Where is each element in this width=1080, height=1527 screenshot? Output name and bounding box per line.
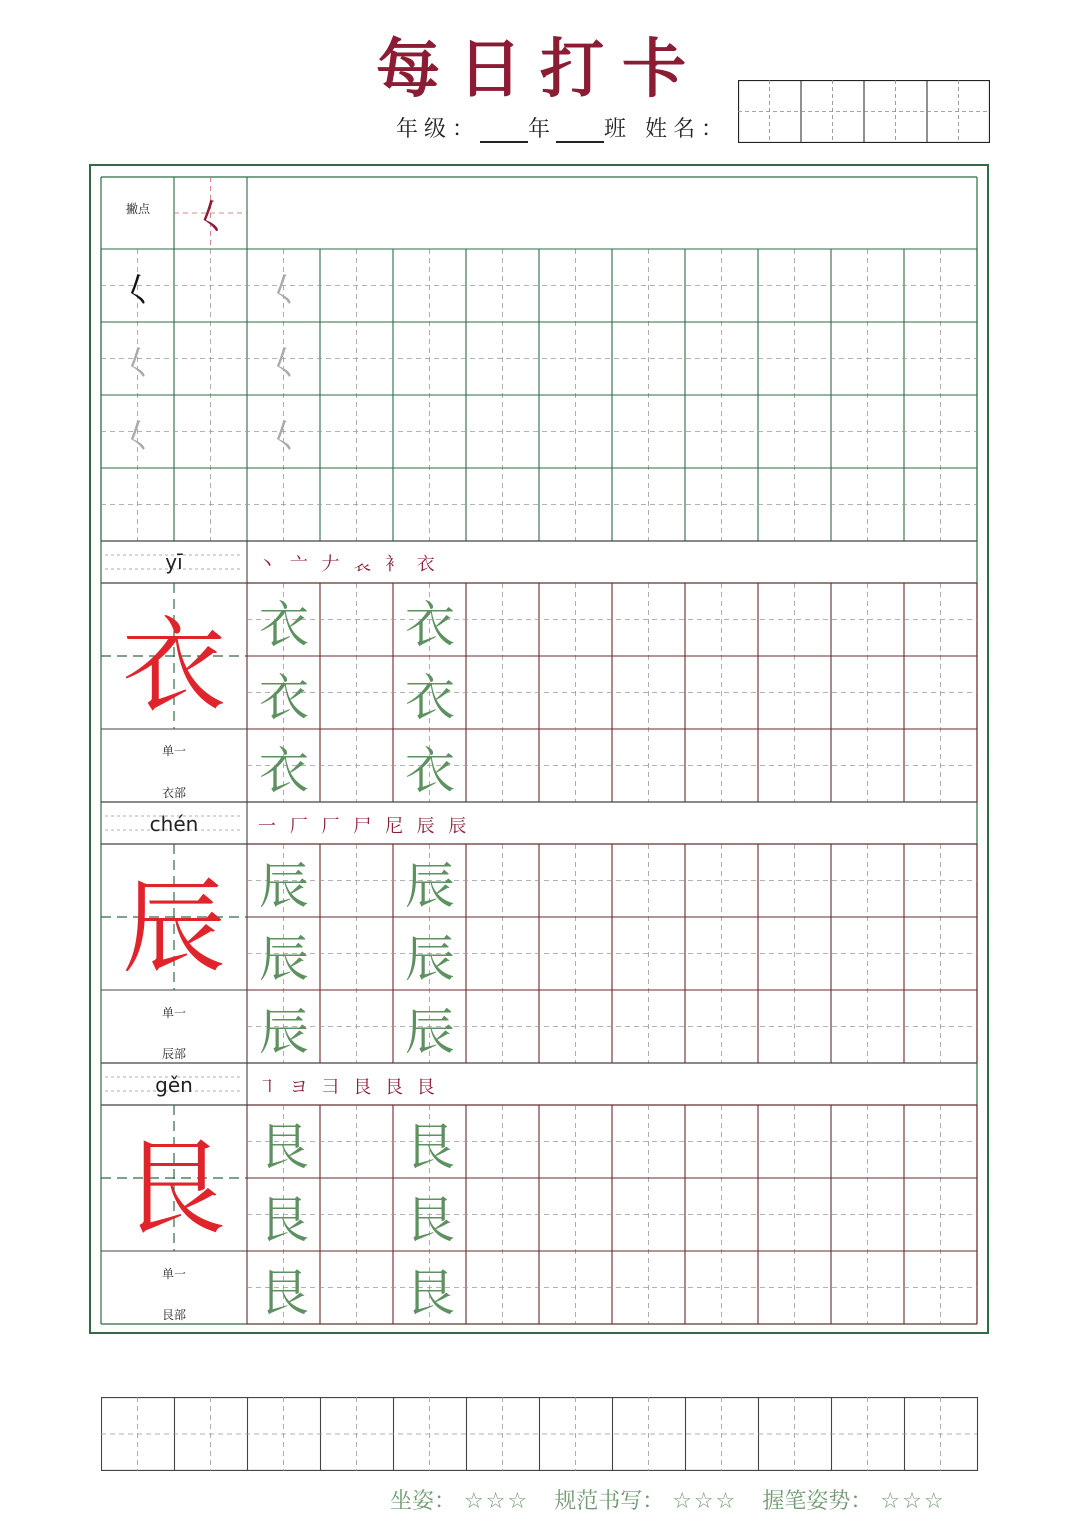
radical-label: 辰部 [161,1047,186,1061]
stroke-step: 厂 [289,816,312,837]
stroke-step: 衣 [416,554,439,575]
radical-label: 衣部 [161,786,186,800]
main-character: 辰 [121,866,226,988]
stroke-step: 辰 [416,816,439,837]
trace-character: 辰 [405,1003,455,1061]
main-character: 衣 [121,605,226,727]
stroke-trace: 𡿨 [267,343,301,384]
stroke-step: 丶 [258,554,280,575]
star-rating[interactable]: ☆☆☆ [672,1489,738,1514]
stroke-step: 亠 [289,554,312,575]
trace-character: 艮 [405,1264,455,1322]
stroke-step: 艮 [353,1077,376,1098]
stroke-trace-dark: 𡿨 [121,270,155,311]
stroke-name: 撇点 [125,202,150,216]
stroke-step: ㇕ [258,1077,280,1098]
stroke-step: 艮 [416,1077,439,1098]
trace-character: 艮 [405,1118,455,1176]
footer-label-writing: 规范书写： [554,1489,665,1514]
stroke-step: 尸 [353,816,376,837]
footer-label-posture: 坐姿： [390,1489,457,1514]
main-character: 艮 [121,1127,226,1249]
stroke-step: ヨ [289,1077,312,1098]
pinyin-label: gěn [155,1073,193,1097]
stroke-step: 彐 [321,1077,344,1098]
stroke-demo-glyph: 𡿨 [192,196,229,238]
trace-character: 衣 [405,596,455,654]
stroke-step: 𧘇 [353,554,376,575]
trace-character: 衣 [405,742,455,800]
trace-character: 辰 [259,857,309,915]
page-title: 每日打卡 [376,32,704,107]
stroke-step: 艮 [384,1077,407,1098]
stroke-trace: 𡿨 [121,416,155,457]
trace-character: 衣 [259,669,309,727]
structure-label: 单一 [161,744,186,758]
trace-character: 辰 [405,930,455,988]
star-rating[interactable]: ☆☆☆ [464,1489,530,1514]
stroke-step: 衤 [384,554,407,575]
trace-character: 衣 [259,596,309,654]
stroke-trace: 𡿨 [267,416,301,457]
structure-label: 单一 [161,1006,186,1020]
trace-character: 衣 [259,742,309,800]
class-label: 班 [604,117,633,142]
stroke-step: 尼 [384,816,407,837]
pinyin-label: chén [149,812,199,836]
trace-character: 辰 [259,1003,309,1061]
structure-label: 单一 [161,1267,186,1281]
pinyin-label: yī [165,550,183,574]
trace-character: 衣 [405,669,455,727]
stroke-step: 一 [258,816,280,837]
year-label: 年 [528,117,557,142]
stroke-trace: 𡿨 [121,343,155,384]
trace-character: 艮 [259,1264,309,1322]
trace-character: 艮 [405,1191,455,1249]
stroke-step: 厂 [321,816,344,837]
star-rating[interactable]: ☆☆☆ [880,1489,946,1514]
trace-character: 艮 [259,1118,309,1176]
stroke-order [258,550,439,576]
radical-label: 艮部 [161,1308,186,1322]
evaluation-footer [390,1484,964,1515]
stroke-step: 辰 [448,816,471,837]
stroke-step: 𠂇 [321,554,344,575]
trace-character: 辰 [259,930,309,988]
stroke-order [258,1073,439,1099]
trace-character: 辰 [405,857,455,915]
free-writing-strip[interactable] [101,1397,979,1471]
grade-label: 年级： [396,117,481,142]
stroke-order [258,812,470,838]
stroke-trace: 𡿨 [267,270,301,311]
trace-character: 艮 [259,1191,309,1249]
footer-label-grip: 握笔姿势： [762,1489,873,1514]
name-label: 姓名： [645,117,730,142]
